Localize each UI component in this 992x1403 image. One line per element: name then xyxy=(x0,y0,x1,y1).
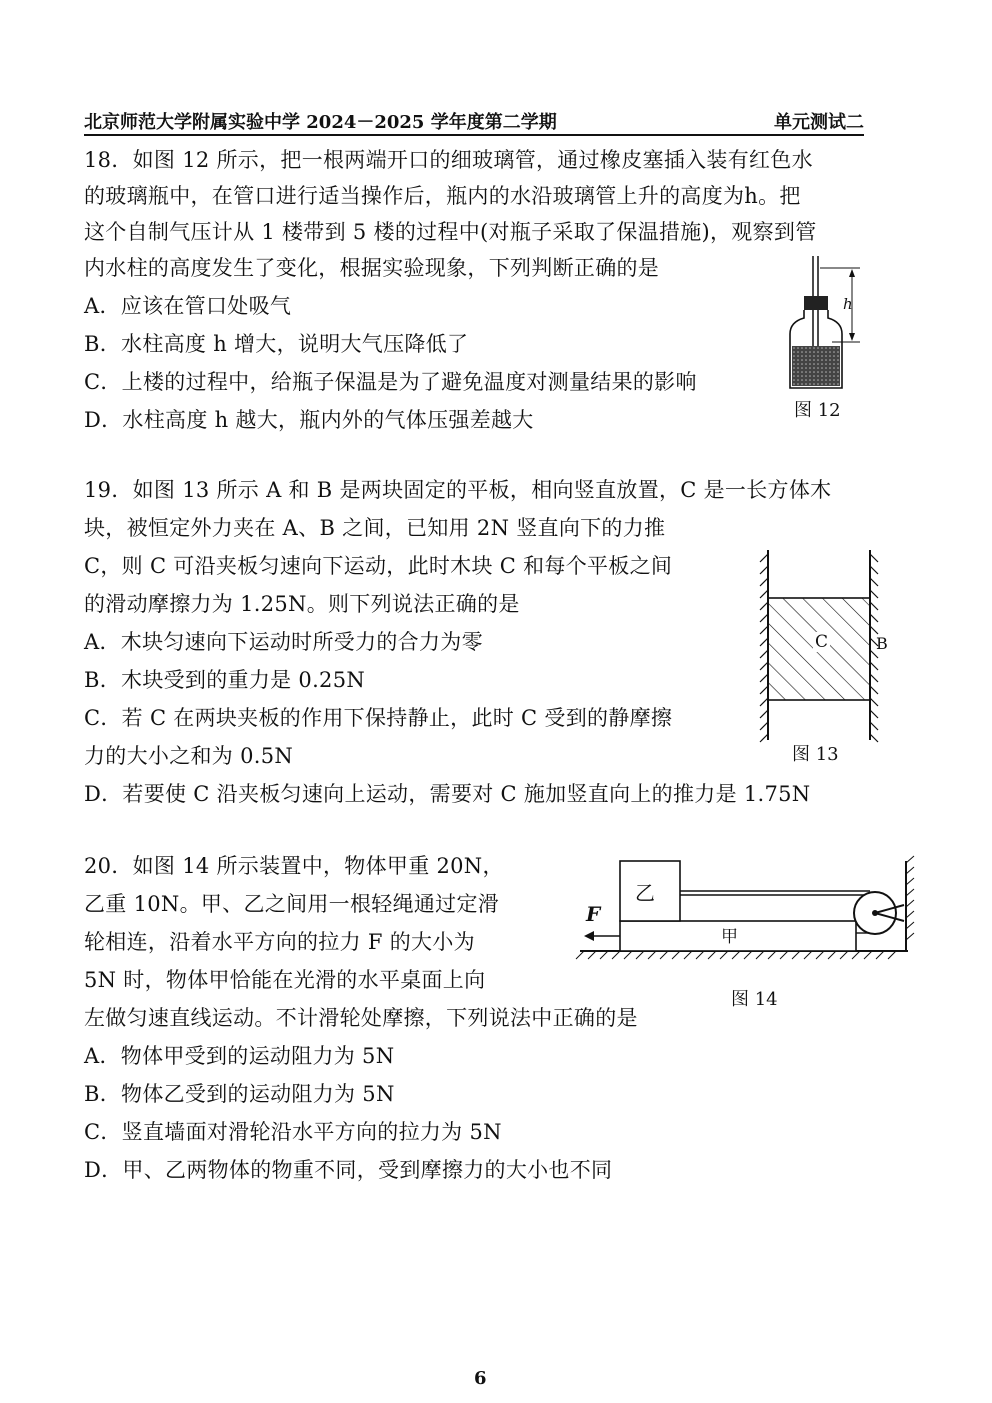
q19-option-a: A．木块匀速向下运动时所受力的合力为零 xyxy=(84,630,483,654)
q19-stem-line: 块，被恒定外力夹在 A、B 之间，已知用 2N 竖直向下的力推 xyxy=(84,516,666,540)
q20-option-a: A．物体甲受到的运动阻力为 5N xyxy=(84,1044,395,1068)
q20-stem-line: 轮相连，沿着水平方向的拉力 F 的大小为 xyxy=(84,930,475,954)
unit-test-title: 单元测试二 xyxy=(774,112,864,133)
q18-option-d: D．水柱高度 h 越大，瓶内外的气体压强差越大 xyxy=(84,408,534,432)
q19-option-b: B．木块受到的重力是 0.25N xyxy=(84,668,366,692)
q19-stem-line: C，则 C 可沿夹板匀速向下运动，此时木块 C 和每个平板之间 xyxy=(84,554,673,578)
q18-stem-line: 的玻璃瓶中，在管口进行适当操作后，瓶内的水沿玻璃管上升的高度为h。把 xyxy=(84,184,801,208)
q20-option-c: C．竖直墙面对滑轮沿水平方向的拉力为 5N xyxy=(84,1120,502,1144)
fig14-label-jia: 甲 xyxy=(721,927,738,947)
fig13-caption: 图 13 xyxy=(792,744,839,765)
fig14-label-f: F xyxy=(586,902,601,926)
q18-option-c: C．上楼的过程中，给瓶子保温是为了避免温度对测量结果的影响 xyxy=(84,370,697,394)
q18-stem-line: 内水柱的高度发生了变化，根据实验现象，下列判断正确的是 xyxy=(84,256,660,280)
page-header xyxy=(84,106,864,136)
q20-stem-line: 左做匀速直线运动。不计滑轮处摩擦，下列说法中正确的是 xyxy=(84,1006,638,1030)
q19-option-c-cont: 力的大小之和为 0.5N xyxy=(84,744,294,768)
fig14-caption: 图 14 xyxy=(731,989,778,1010)
q19-stem-line: 的滑动摩擦力为 1.25N。则下列说法正确的是 xyxy=(84,592,520,616)
q18-option-a: A．应该在管口处吸气 xyxy=(84,294,292,318)
q19-option-c: C．若 C 在两块夹板的作用下保持静止，此时 C 受到的静摩擦 xyxy=(84,706,673,730)
figure-12-barometer xyxy=(780,250,870,395)
fig12-caption: 图 12 xyxy=(794,400,841,421)
fig12-label-h: h xyxy=(843,295,853,313)
school-term-title: 北京师范大学附属实验中学 2024－2025 学年度第二学期 xyxy=(84,112,557,133)
q19-option-d: D．若要使 C 沿夹板匀速向上运动，需要对 C 施加竖直向上的推力是 1.75N xyxy=(84,782,811,806)
q18-option-b: B．水柱高度 h 增大，说明大气压降低了 xyxy=(84,332,469,356)
q20-stem-line: 20．如图 14 所示装置中，物体甲重 20N， xyxy=(84,854,504,878)
q20-option-d: D．甲、乙两物体的物重不同，受到摩擦力的大小也不同 xyxy=(84,1158,613,1182)
fig13-label-c: C xyxy=(815,632,829,652)
q18-stem-line: 18．如图 12 所示，把一根两端开口的细玻璃管，通过橡皮塞插入装有红色水 xyxy=(84,148,813,172)
q18-stem-line: 这个自制气压计从 1 楼带到 5 楼的过程中(对瓶子采取了保温措施)，观察到管 xyxy=(84,220,817,244)
q20-stem-line: 乙重 10N。甲、乙之间用一根轻绳通过定滑 xyxy=(84,892,500,916)
q20-option-b: B．物体乙受到的运动阻力为 5N xyxy=(84,1082,395,1106)
q19-stem-line: 19．如图 13 所示 A 和 B 是两块固定的平板，相向竖直放置，C 是一长方体木 xyxy=(84,478,832,502)
q20-stem-line: 5N 时，物体甲恰能在光滑的水平桌面上向 xyxy=(84,968,486,992)
fig14-label-yi: 乙 xyxy=(635,881,655,905)
page-number: 6 xyxy=(474,1368,487,1389)
fig13-label-b: B xyxy=(876,634,888,653)
figure-14-pulley xyxy=(570,855,920,965)
